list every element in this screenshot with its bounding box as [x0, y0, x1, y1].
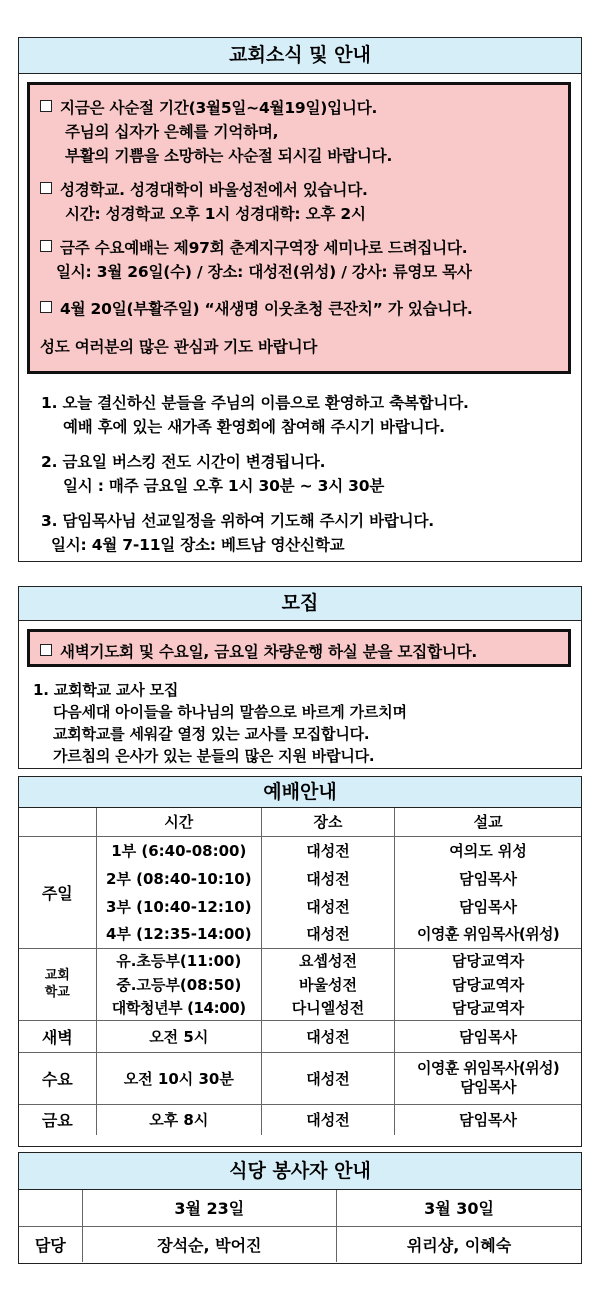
news-item: 2. 금요일 버스킹 전도 시간이 변경됩니다. [41, 453, 326, 471]
col-header-preacher: 설교 [473, 813, 503, 832]
news-item: 1. 오늘 결신하신 분들을 주님의 이름으로 환영하고 축복합니다. [41, 394, 469, 412]
worship-section [18, 776, 582, 1147]
recruit-title: 모집 [19, 587, 581, 621]
cafeteria-label: 담당 [19, 1226, 82, 1262]
recruit-section [18, 586, 582, 769]
news-highlight-line: 부활의 기쁨을 소망하는 사순절 되시길 바랍니다. [65, 147, 393, 165]
news-highlight-box [27, 82, 571, 374]
news-item-detail: 예배 후에 있는 새가족 환영회에 참여해 주시기 바랍니다. [63, 418, 445, 436]
table-row: 2부 (08:40-10:10) 대성전 담임목사 [19, 864, 581, 892]
table-row: 새벽 오전 5시 대성전 담임목사 [19, 1020, 581, 1052]
cafeteria-date-2: 3월 30일 [424, 1199, 494, 1219]
recruit-highlight: 새벽기도회 및 수요일, 금요일 차량운행 하실 분을 모집합니다. [40, 640, 477, 662]
checkbox-icon [40, 301, 52, 313]
recruit-item: 1. 교회학교 교사 모집 [33, 681, 179, 699]
recruit-item-detail: 가르침의 은사가 있는 분들의 많은 지원 바랍니다. [53, 747, 375, 765]
recruit-item-detail: 다음세대 아이들을 하나님의 말씀으로 바르게 가르치며 [53, 703, 407, 721]
table-row: 중.고등부(08:50) 바울성전 담당교역자 [19, 972, 581, 996]
recruit-item-detail: 교회학교를 세워갈 열정 있는 교사를 모집합니다. [53, 725, 370, 743]
table-row [19, 1226, 581, 1262]
news-section [18, 37, 582, 562]
news-highlight-line: 일시: 3월 26일(수) / 장소: 대성전(위성) / 강사: 류영모 목사 [56, 263, 472, 281]
table-row: 수요 오전 10시 30분 대성전 이영훈 위임목사(위성) 담임목사 [19, 1052, 581, 1104]
table-row: 주일 1부 (6:40-08:00) 대성전 여의도 위성 [19, 836, 581, 864]
worship-header-row [19, 808, 581, 836]
news-title: 교회소식 및 안내 [19, 38, 581, 74]
row-label-fri: 금요 [19, 1104, 96, 1135]
cafeteria-section [18, 1152, 582, 1264]
news-highlight-line: 시간: 성경학교 오후 1시 성경대학: 오후 2시 [65, 205, 366, 223]
news-item-detail: 일시 : 매주 금요일 오후 1시 30분 ~ 3시 30분 [63, 477, 385, 495]
row-label-dawn: 새벽 [19, 1020, 96, 1052]
table-row: 대학청년부 (14:00) 다니엘성전 담당교역자 [19, 996, 581, 1020]
checkbox-icon [40, 240, 52, 252]
news-highlight-item: 성경학교. 성경대학이 바울성전에서 있습니다. [40, 178, 368, 200]
table-row: 금요 오후 8시 대성전 담임목사 [19, 1104, 581, 1135]
news-item-detail: 일시: 4월 7-11일 장소: 베트남 영산신학교 [51, 536, 345, 554]
worship-title: 예배안내 [19, 777, 581, 808]
cafeteria-staff-1: 장석순, 박어진 [82, 1226, 336, 1262]
table-row: 4부 (12:35-14:00) 대성전 이영훈 위임목사(위성) [19, 920, 581, 948]
row-label-sunday: 주일 [19, 836, 96, 948]
cafeteria-staff-2: 위리샹, 이혜숙 [406, 1235, 512, 1255]
row-label-school: 교회 학교 [19, 948, 96, 1020]
news-item: 3. 담임목사님 선교일정을 위하여 기도해 주시기 바랍니다. [41, 512, 434, 530]
checkbox-icon [40, 182, 52, 194]
news-highlight-item: 지금은 사순절 기간(3월5일~4월19일)입니다. [40, 96, 377, 118]
col-header-time: 시간 [96, 808, 261, 836]
news-highlight-item: 금주 수요예배는 제97회 춘계지구역장 세미나로 드려집니다. [40, 236, 467, 258]
cafeteria-title: 식당 봉사자 안내 [19, 1153, 581, 1190]
table-row: 교회 학교 유.초등부(11:00) 요셉성전 담당교역자 [19, 948, 581, 972]
col-header-place: 장소 [261, 808, 394, 836]
checkbox-icon [40, 644, 52, 656]
cafeteria-date-1: 3월 23일 [82, 1190, 336, 1226]
news-highlight-line: 주님의 십자가 은혜를 기억하며, [65, 123, 279, 141]
news-highlight-line: 성도 여러분의 많은 관심과 기도 바랍니다 [40, 338, 318, 356]
row-label-wed: 수요 [19, 1052, 96, 1104]
recruit-highlight-box [27, 629, 571, 667]
cafeteria-table [19, 1190, 581, 1262]
table-row: 3부 (10:40-12:10) 대성전 담임목사 [19, 892, 581, 920]
worship-table [19, 808, 581, 1135]
table-row [19, 1190, 581, 1226]
checkbox-icon [40, 100, 52, 112]
news-highlight-item: 4월 20일(부활주일) “새생명 이웃초청 큰잔치” 가 있습니다. [40, 297, 473, 319]
